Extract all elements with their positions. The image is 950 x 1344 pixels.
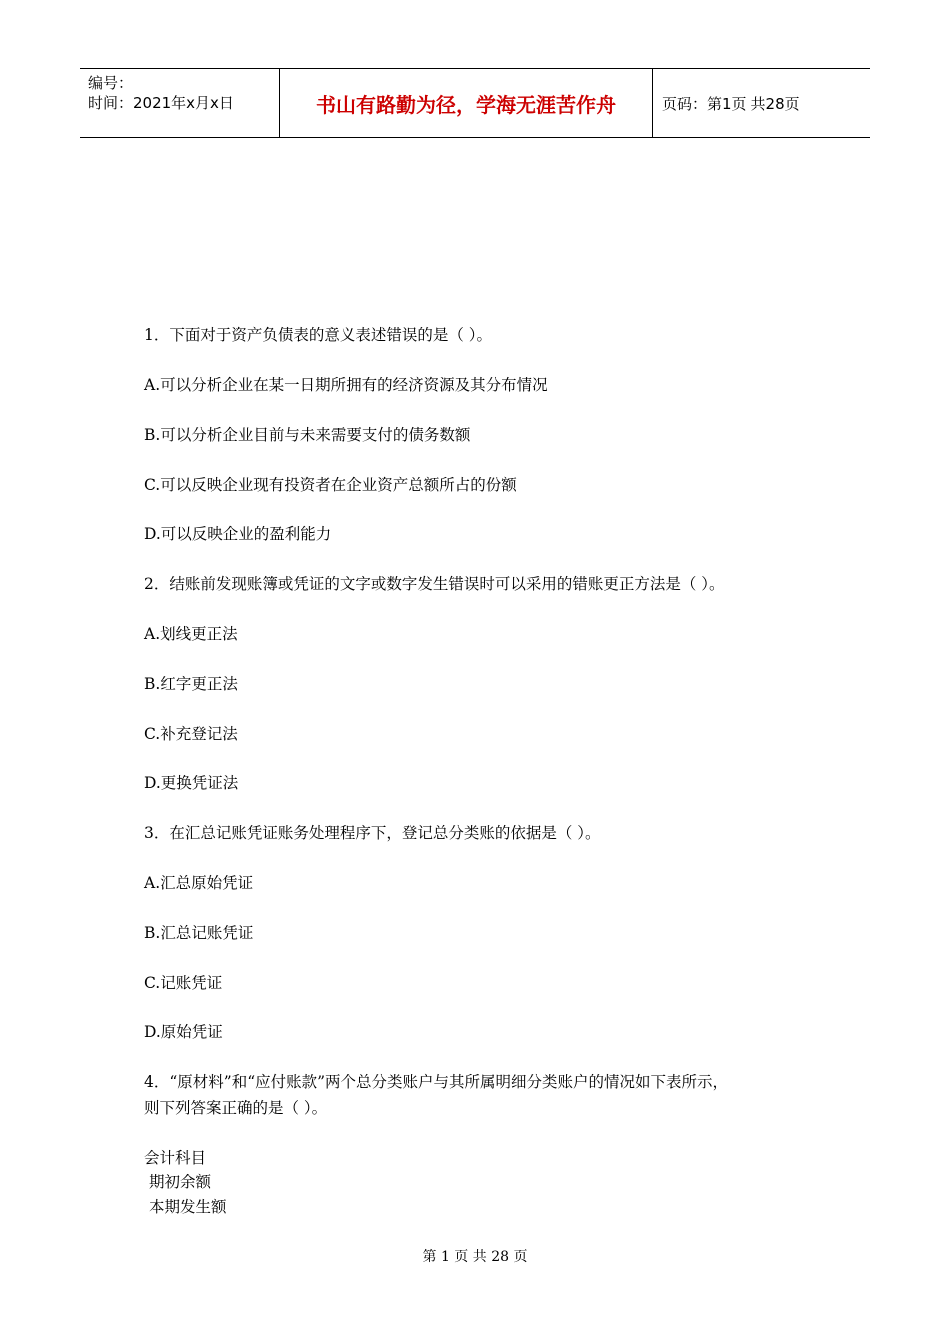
- page-header: [80, 68, 870, 138]
- question-1-stem: 1．下面对于资产负债表的意义表述错误的是（ ）。: [144, 326, 493, 344]
- question-3-option-d: D.原始凭证: [144, 1023, 223, 1041]
- header-page-info: [653, 69, 870, 137]
- question-1-option-d: D.可以反映企业的盈利能力: [144, 525, 332, 543]
- table-header-current-amount: 本期发生额: [149, 1198, 227, 1216]
- question-2-option-c: C.补充登记法: [144, 725, 238, 743]
- question-4-stem-line-2: 则下列答案正确的是（ ）。: [144, 1099, 328, 1117]
- question-1-option-b: B.可以分析企业目前与未来需要支付的债务数额: [144, 426, 471, 444]
- page-number-label: 页码：第1页: [662, 94, 747, 113]
- question-2-option-b: B.红字更正法: [144, 675, 238, 693]
- question-4-stem-line-1: 4．“原材料”和“应付账款”两个总分类账户与其所属明细分类账户的情况如下表所示，: [144, 1073, 729, 1091]
- question-3-option-a: A.汇总原始凭证: [144, 874, 254, 892]
- question-3-stem: 3．在汇总记账凭证账务处理程序下，登记总分类账的依据是（ ）。: [144, 824, 601, 842]
- time-label: 时间：2021年x月x日: [88, 94, 234, 112]
- header-meta: [80, 69, 280, 137]
- question-3-option-b: B.汇总记账凭证: [144, 924, 254, 942]
- page-footer: 第 1 页 共 28 页: [422, 1249, 528, 1265]
- header-motto: 书山有路勤为径，学海无涯苦作舟: [280, 69, 653, 137]
- question-3-option-c: C.记账凭证: [144, 974, 223, 992]
- number-label: 编号：: [88, 74, 134, 92]
- question-1-option-a: A.可以分析企业在某一日期所拥有的经济资源及其分布情况: [144, 376, 548, 394]
- question-2-option-d: D.更换凭证法: [144, 774, 239, 792]
- table-header-account: 会计科目: [144, 1149, 207, 1167]
- total-pages-label: 共28页: [750, 94, 800, 113]
- question-2-stem: 2．结账前发现账簿或凭证的文字或数字发生错误时可以采用的错账更正方法是（ ）。: [144, 575, 725, 593]
- table-header-opening-balance: 期初余额: [149, 1173, 212, 1191]
- question-1-option-c: C.可以反映企业现有投资者在企业资产总额所占的份额: [144, 476, 517, 494]
- question-2-option-a: A.划线更正法: [144, 625, 238, 643]
